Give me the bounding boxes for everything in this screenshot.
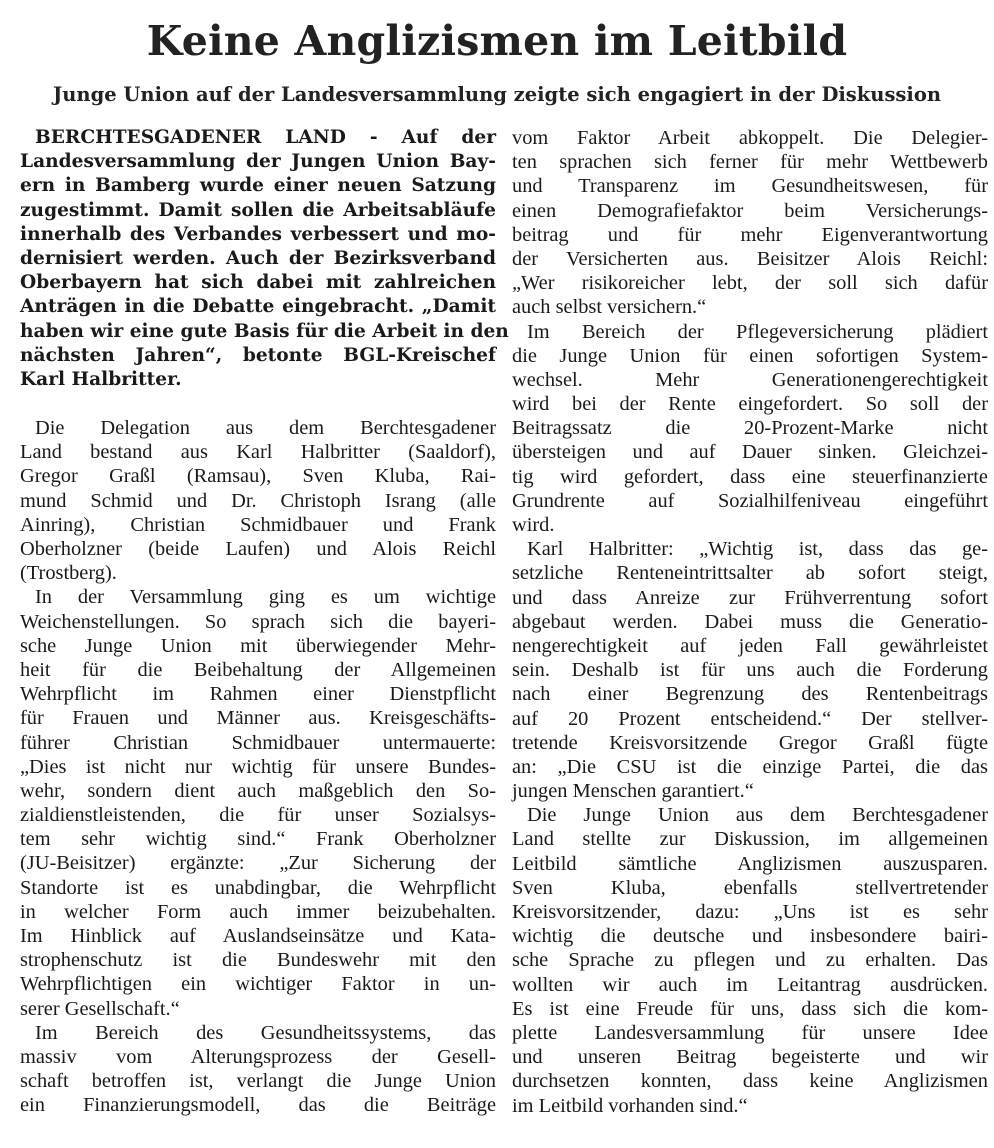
body-paragraph <box>512 126 988 320</box>
text-line: abgebaut werden. Dabei muss die Generatio- <box>512 610 988 633</box>
body-paragraph <box>512 803 988 1117</box>
text-line: ten sprachen sich ferner für mehr Wettbewerb <box>512 151 988 174</box>
text-line: ein Finanzierungsmodell, das die Beiträge <box>20 1094 496 1117</box>
text-line: Kreisvorsitzender, dazu: „Uns ist es sehr <box>512 901 988 923</box>
text-line: Ainring), Christian Schmidbauer und Frank <box>20 513 496 536</box>
text-line: Im Bereich der Pflegeversicherung plädiert <box>527 320 988 343</box>
text-line: Wehrpflicht im Rahmen einer Dienstpflicht <box>20 683 496 706</box>
text-line: und Transparenz im Gesundheitswesen, für <box>512 175 988 198</box>
text-line: sche Junge Union mit überwiegender Mehr- <box>20 634 496 657</box>
body-paragraph <box>512 320 988 538</box>
body-paragraph <box>20 1021 496 1118</box>
text-line: Die Junge Union aus dem Berchtesgadener <box>527 804 988 827</box>
text-line: beitrag und für mehr Eigenverantwortung <box>512 223 988 246</box>
text-line: einen Demografiefaktor beim Versicherungs- <box>512 199 988 222</box>
text-line: nengerechtigkeit auf jeden Fall gewährleistet <box>512 634 988 657</box>
text-line: ern in Bamberg wurde einer neuen Satzung <box>20 175 496 197</box>
text-line: setzliche Renteneintrittsalter ab sofort steigt, <box>512 562 988 585</box>
text-line: plette Landesversammlung für unsere Idee <box>512 1021 988 1044</box>
text-line: und dass Anreize zur Frühverrentung sofort <box>512 586 988 609</box>
text-line: sche Sprache zu pflegen und zu erhalten. Das <box>512 949 988 972</box>
text-line: Beitragssatz die 20-Prozent-Marke nicht <box>512 417 988 440</box>
text-line: und unseren Beitrag begeisterte und wir <box>512 1046 988 1069</box>
text-line: die Junge Union für einen sofortigen System- <box>512 344 988 367</box>
subheadline: Junge Union auf der Landesversammlung zeigte sich engagiert in der Diskussion <box>52 83 942 106</box>
text-line: haben wir eine gute Basis für die Arbeit in den <box>20 320 509 342</box>
text-line: zugestimmt. Damit sollen die Arbeitsabläufe <box>20 199 496 221</box>
text-line: jungen Menschen garantiert.“ <box>512 780 754 803</box>
text-line: Anträgen in die Debatte eingebracht. „Damit <box>20 296 496 318</box>
headline: Keine Anglizismen im Leitbild <box>146 17 848 65</box>
body-paragraph <box>512 537 988 803</box>
text-line: massiv vom Alterungsprozess der Gesell- <box>20 1045 496 1068</box>
text-line: Leitbild sämtliche Anglizismen auszusparen. <box>512 852 988 875</box>
text-line: Oberbayern hat sich dabei mit zahlreichen <box>20 272 496 294</box>
text-line: sein. Deshalb ist für uns auch die Forderung <box>512 659 988 682</box>
text-line: Landesversammlung der Jungen Union Bay- <box>20 151 496 173</box>
text-line: übersteigen und auf Dauer sinken. Gleichzei- <box>512 441 988 464</box>
text-line: strophenschutz ist die Bundeswehr mit den <box>20 949 496 972</box>
text-line: durchsetzen konnten, dass keine Anglizismen <box>512 1070 988 1093</box>
text-line: Standorte ist es unabdingbar, die Wehrpflicht <box>20 876 496 899</box>
text-line: wichtig die deutsche und insbesondere bairi- <box>512 925 988 948</box>
text-line: wird bei der Rente eingefordert. So soll der <box>512 393 988 416</box>
text-line: (Trostberg). <box>20 562 117 585</box>
text-line: nach einer Begrenzung des Rentenbeitrags <box>512 683 988 706</box>
text-line: Oberholzner (beide Laufen) und Alois Reichl <box>20 538 496 560</box>
text-line: Sven Kluba, ebenfalls stellvertretender <box>512 876 988 899</box>
text-line: serer Gesellschaft.“ <box>20 997 180 1020</box>
text-line: auch selbst versichern.“ <box>512 296 707 319</box>
body-paragraph <box>20 585 496 1020</box>
text-line: für Frauen und Männer aus. Kreisgeschäfts- <box>20 707 496 730</box>
text-line: heit für die Beibehaltung der Allgemeinen <box>20 658 496 681</box>
text-line: Karl Halbritter. <box>20 368 182 390</box>
text-line: (JU-Beisitzer) ergänzte: „Zur Sicherung der <box>20 852 496 875</box>
text-line: Im Bereich des Gesundheitssystems, das <box>35 1021 496 1044</box>
text-line: der Versicherten aus. Beisitzer Alois Reichl: <box>512 247 988 270</box>
text-line: wird. <box>512 514 555 536</box>
text-line: zialdienstleistenden, die für unser Sozialsys- <box>20 804 496 827</box>
text-line: Karl Halbritter: „Wichtig ist, dass das ge- <box>527 538 988 561</box>
text-line: wollten wir auch im Leitantrag ausdrücken. <box>512 973 988 996</box>
text-line: Es ist eine Freude für uns, dass sich die kom- <box>512 997 988 1020</box>
text-line: Wehrpflichtigen ein wichtiger Faktor in un- <box>20 973 496 996</box>
text-line: auf 20 Prozent entscheidend.“ Der stellver- <box>512 707 988 730</box>
text-line: vom Faktor Arbeit abkoppelt. Die Delegier- <box>512 127 988 149</box>
text-line: tem sehr wichtig sind.“ Frank Oberholzner <box>20 828 496 851</box>
text-line: Weichenstellungen. So sprach sich die bayeri- <box>20 610 496 633</box>
text-line: „Wer risikoreicher lebt, der soll sich dafür <box>512 272 988 295</box>
column-right <box>512 126 988 1118</box>
lead-paragraph <box>20 126 509 392</box>
text-line: schaft betroffen ist, verlangt die Junge Union <box>20 1070 496 1093</box>
text-line: BERCHTESGADENER LAND - Auf der <box>35 127 496 148</box>
text-line: an: „Die CSU ist die einzige Partei, die das <box>512 755 988 778</box>
text-line: führer Christian Schmidbauer untermauerte: <box>20 731 496 754</box>
text-line: Grundrente auf Sozialhilfeniveau eingeführt <box>512 489 988 512</box>
text-line: „Dies ist nicht nur wichtig für unsere Bundes- <box>20 755 496 778</box>
text-line: tig wird gefordert, dass eine steuerfinanzierte <box>512 465 988 488</box>
text-line: wechsel. Mehr Generationengerechtigkeit <box>512 368 988 391</box>
text-line: in welcher Form auch immer beizubehalten. <box>20 900 496 923</box>
text-line: Land stellte zur Diskussion, im allgemeinen <box>512 828 988 851</box>
text-line: Im Hinblick auf Auslandseinsätze und Kata- <box>20 925 496 947</box>
body-paragraph <box>20 416 496 585</box>
text-line: tretende Kreisvorsitzende Gregor Graßl fügte <box>512 731 988 754</box>
text-line: In der Versammlung ging es um wichtige <box>35 586 496 609</box>
text-line: mund Schmid und Dr. Christoph Israng (alle <box>20 489 496 512</box>
column-left <box>20 126 509 1118</box>
text-line: nächsten Jahren“, betonte BGL-Kreischef <box>20 344 496 366</box>
text-line: Land bestand aus Karl Halbritter (Saaldorf), <box>20 441 496 464</box>
text-line: innerhalb des Verbandes verbessert und mo- <box>20 223 496 245</box>
text-line: dernisiert werden. Auch der Bezirksverband <box>20 247 496 269</box>
text-line: wehr, sondern dient auch maßgeblich den So- <box>20 779 496 802</box>
text-line: Gregor Graßl (Ramsau), Sven Kluba, Rai- <box>20 465 496 488</box>
text-line: Die Delegation aus dem Berchtesgadener <box>35 417 496 440</box>
text-line: im Leitbild vorhanden sind.“ <box>512 1094 748 1117</box>
